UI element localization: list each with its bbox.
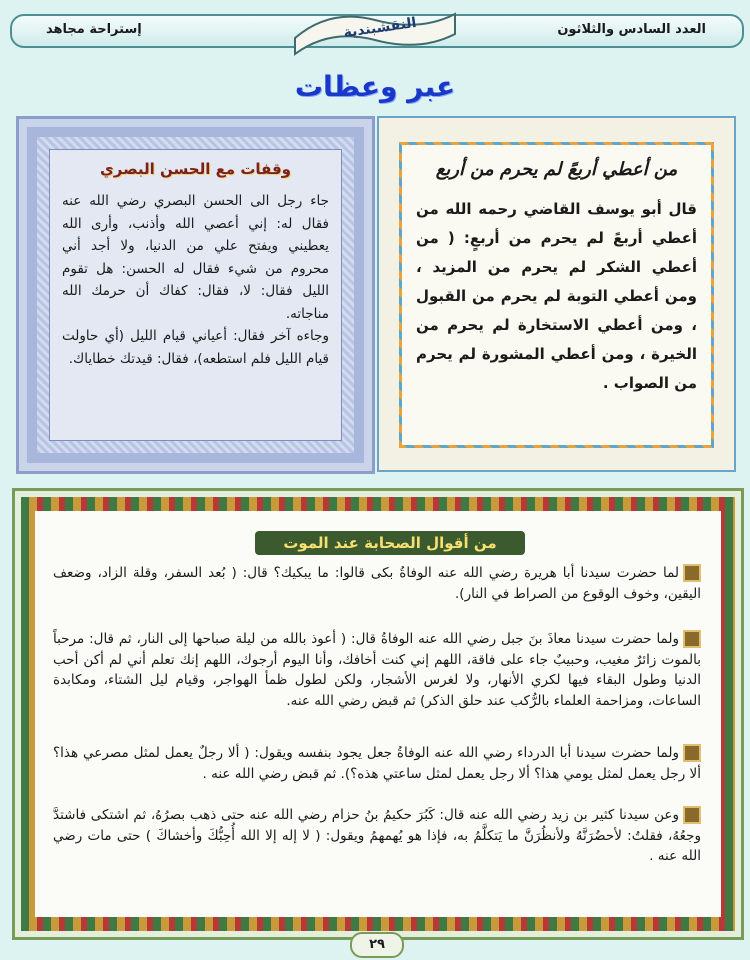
bottom-para-4: وعن سيدنا كثير بن زيد رضي الله عنه قال: كَبُرَ حكيمُ بنُ حزام رضي الله عنه حتى ذهب بصرُهُ، ثم اشتكى فاشتدَّ وجعُهُ، فقلتُ: لأحضُرَنَّهُ ولأنظُرَنَّ ما يَتكلَّمُ به، فإذا هو يُهمهمُ ويقول: ( لا إله إلا الله أُحِبُّكَ وأخشاكَ ) حتى مات رضي الله عنه . xyxy=(53,807,701,864)
bottom-box xyxy=(12,488,744,940)
ornament-icon xyxy=(683,806,701,824)
ornament-icon xyxy=(683,744,701,762)
left-box-inner xyxy=(49,149,342,441)
ornament-icon xyxy=(683,630,701,648)
section-label: إستراحة مجاهد xyxy=(46,22,142,37)
left-box-title: وقفات مع الحسن البصري xyxy=(100,160,291,178)
bottom-para-1: لما حضرت سيدنا أبا هريرة رضي الله عنه الوفاةُ بكى قالوا: ما يبكيك؟ قال: ( بُعد السفر، وقلة الزاد، وضعف اليقين، وخوف الوقوع من الصراط في النار). xyxy=(53,565,701,602)
issue-label: العدد السادس والثلاثون xyxy=(557,22,706,37)
right-box-title: من أعطي أربعً لم يحرم من أربع xyxy=(435,159,678,180)
left-box-body xyxy=(62,190,329,370)
banner-text: النقشبندية xyxy=(342,14,418,42)
ornament-icon xyxy=(683,564,701,582)
right-box-frame xyxy=(399,142,714,448)
bottom-para-2: ولما حضرت سيدنا معاذَ بنَ جبل رضي الله عنه الوفاةُ قال: ( أعوذ بالله من ليلة صباحها إلى النار، ثم قال: مرحباً بالموت زائرٌ مغيب، وحبيبٌ جاء على فاقة، اللهم إني كنت أخافك، وأنا اليوم أرجوك، اللهم إنك تعلم أني لم أكن أحب الدنيا وطول البقاء فيها لكري الأنهار، ولا لغرس الأشجار، ولكن لطول ظمأ الهواجر، وقيام ليل الشتاء، ومكابدة الساعات، ومزاحمة العلماء بالرُّكب عند حلق الذكر) ثم قبض رضي الله عنه. xyxy=(53,631,701,709)
right-box xyxy=(377,116,736,472)
page-title: عبر وعظات xyxy=(294,70,456,103)
bottom-box-title: من أقوال الصحابة عند الموت xyxy=(255,531,525,555)
page-number: ٢٩ xyxy=(350,932,404,958)
left-box-para-2: وجاءه آخر فقال: أعياني قيام الليل (أي حاولت قيام الليل فلم استطعه)، فقال: قيدتك خطاياك. xyxy=(62,328,329,367)
left-box-para-1: جاء رجل الى الحسن البصري رضي الله عنه فقال له: إني أعصي الله وأذنب، وأرى الله يعطيني ويفتح علي من الدنيا، ولا أجد أني محروم من شيء فقال له الحسن: هل تقوم الليل فقال: لا، فقال: كفاك أن حرمك الله مناجاته. xyxy=(62,193,329,322)
bottom-para-3: ولما حضرت سيدنا أبا الدرداء رضي الله عنه الوفاةُ جعل يجود بنفسه ويقول: ( ألا رجلٌ يعمل لمثل مصرعي هذا؟ ألا رجل يعمل لمثل يومي هذا؟ ألا رجل يعمل لمثل ساعتي هذه؟). ثم قبض رضي الله عنه . xyxy=(53,745,701,782)
left-box xyxy=(16,116,375,474)
right-box-body: قال أبو يوسف القاضي رحمه الله من أعطي أربعً لم يحرم من أربعٍ: ( من أعطي الشكر لم يحرم من المزيد ، ومن أعطي التوبة لم يحرم من القبول ، ومن أعطي الاستخارة لم يحرم من الخيرة ، ومن أعطي المشورة لم يحرم من الصواب . xyxy=(416,200,697,392)
